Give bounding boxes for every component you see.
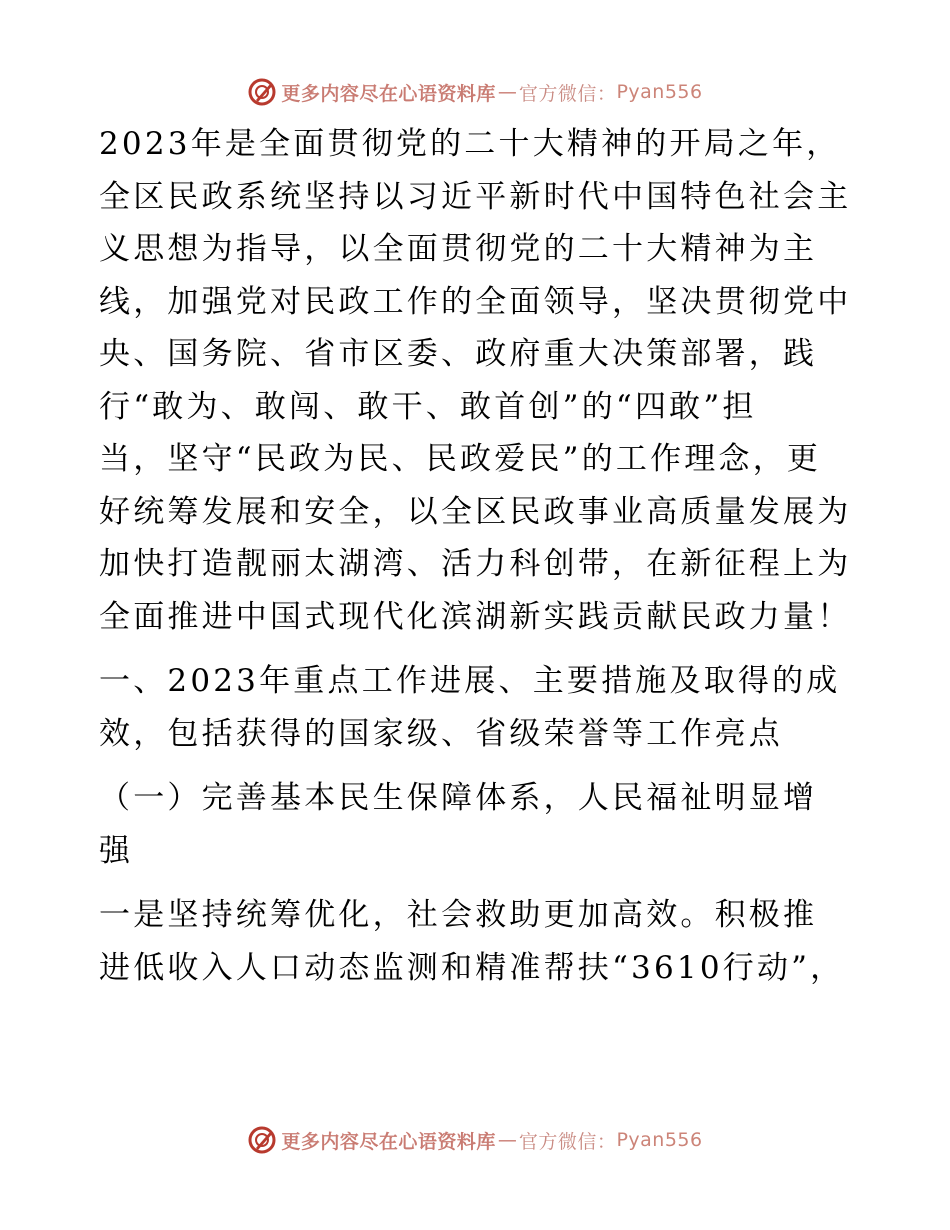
section-heading	[99, 655, 859, 760]
text-line: 强	[99, 832, 134, 869]
text-line: 全面推进中国式现代化滨湖新实践贡献民政力量！	[99, 598, 852, 635]
intro-paragraph	[99, 118, 859, 643]
text-line: 线，加强党对民政工作的全面领导，坚决贯彻党中	[99, 283, 852, 320]
document-body	[99, 118, 859, 994]
red-circular-pen-logo-icon	[247, 77, 277, 107]
footer-site-text: 更多内容尽在心语资料库	[281, 1130, 496, 1153]
footer-wechat-label: 官方微信：	[518, 1130, 617, 1153]
text-line: 好统筹发展和安全，以全区民政事业高质量发展为	[99, 493, 852, 530]
text-line: 效，包括获得的国家级、省级荣誉等工作亮点	[99, 715, 783, 752]
header-wechat-label: 官方微信：	[518, 82, 617, 105]
text-line: 全区民政系统坚持以习近平新时代中国特色社会主	[99, 178, 852, 215]
body-paragraph	[99, 889, 859, 994]
header-banner	[0, 72, 950, 112]
text-line: 2023年是全面贯彻党的二十大精神的开局之年，	[99, 126, 841, 162]
text-line: 一是坚持统筹优化，社会救助更加高效。积极推	[99, 897, 818, 933]
footer-banner	[0, 1120, 950, 1160]
header-site-text: 更多内容尽在心语资料库	[281, 82, 496, 105]
text-line: 当，坚守“民政为民、民政爱民”的工作理念，更	[99, 441, 822, 477]
red-circular-pen-logo-icon	[247, 1125, 277, 1155]
text-line: （一）完善基本民生保障体系，人民福祉明显增	[99, 780, 818, 816]
text-line: 一、2023年重点工作进展、主要措施及取得的成	[99, 663, 841, 699]
header-wechat-id: Pyan556	[616, 81, 703, 103]
text-line: 进低收入人口动态监测和精准帮扶“3610行动”，	[99, 949, 845, 986]
text-line: 央、国务院、省市区委、政府重大决策部署，践	[99, 336, 818, 372]
text-line: 加快打造靓丽太湖湾、活力科创带，在新征程上为	[99, 546, 852, 582]
footer-wechat-id: Pyan556	[616, 1129, 703, 1151]
header-separator: —	[497, 81, 517, 103]
footer-separator: —	[497, 1129, 517, 1151]
subsection-heading	[99, 772, 859, 877]
text-line: 行“敢为、敢闯、敢干、敢首创”的“四敢”担	[99, 388, 757, 425]
text-line: 义思想为指导，以全面贯彻党的二十大精神为主	[99, 231, 818, 267]
